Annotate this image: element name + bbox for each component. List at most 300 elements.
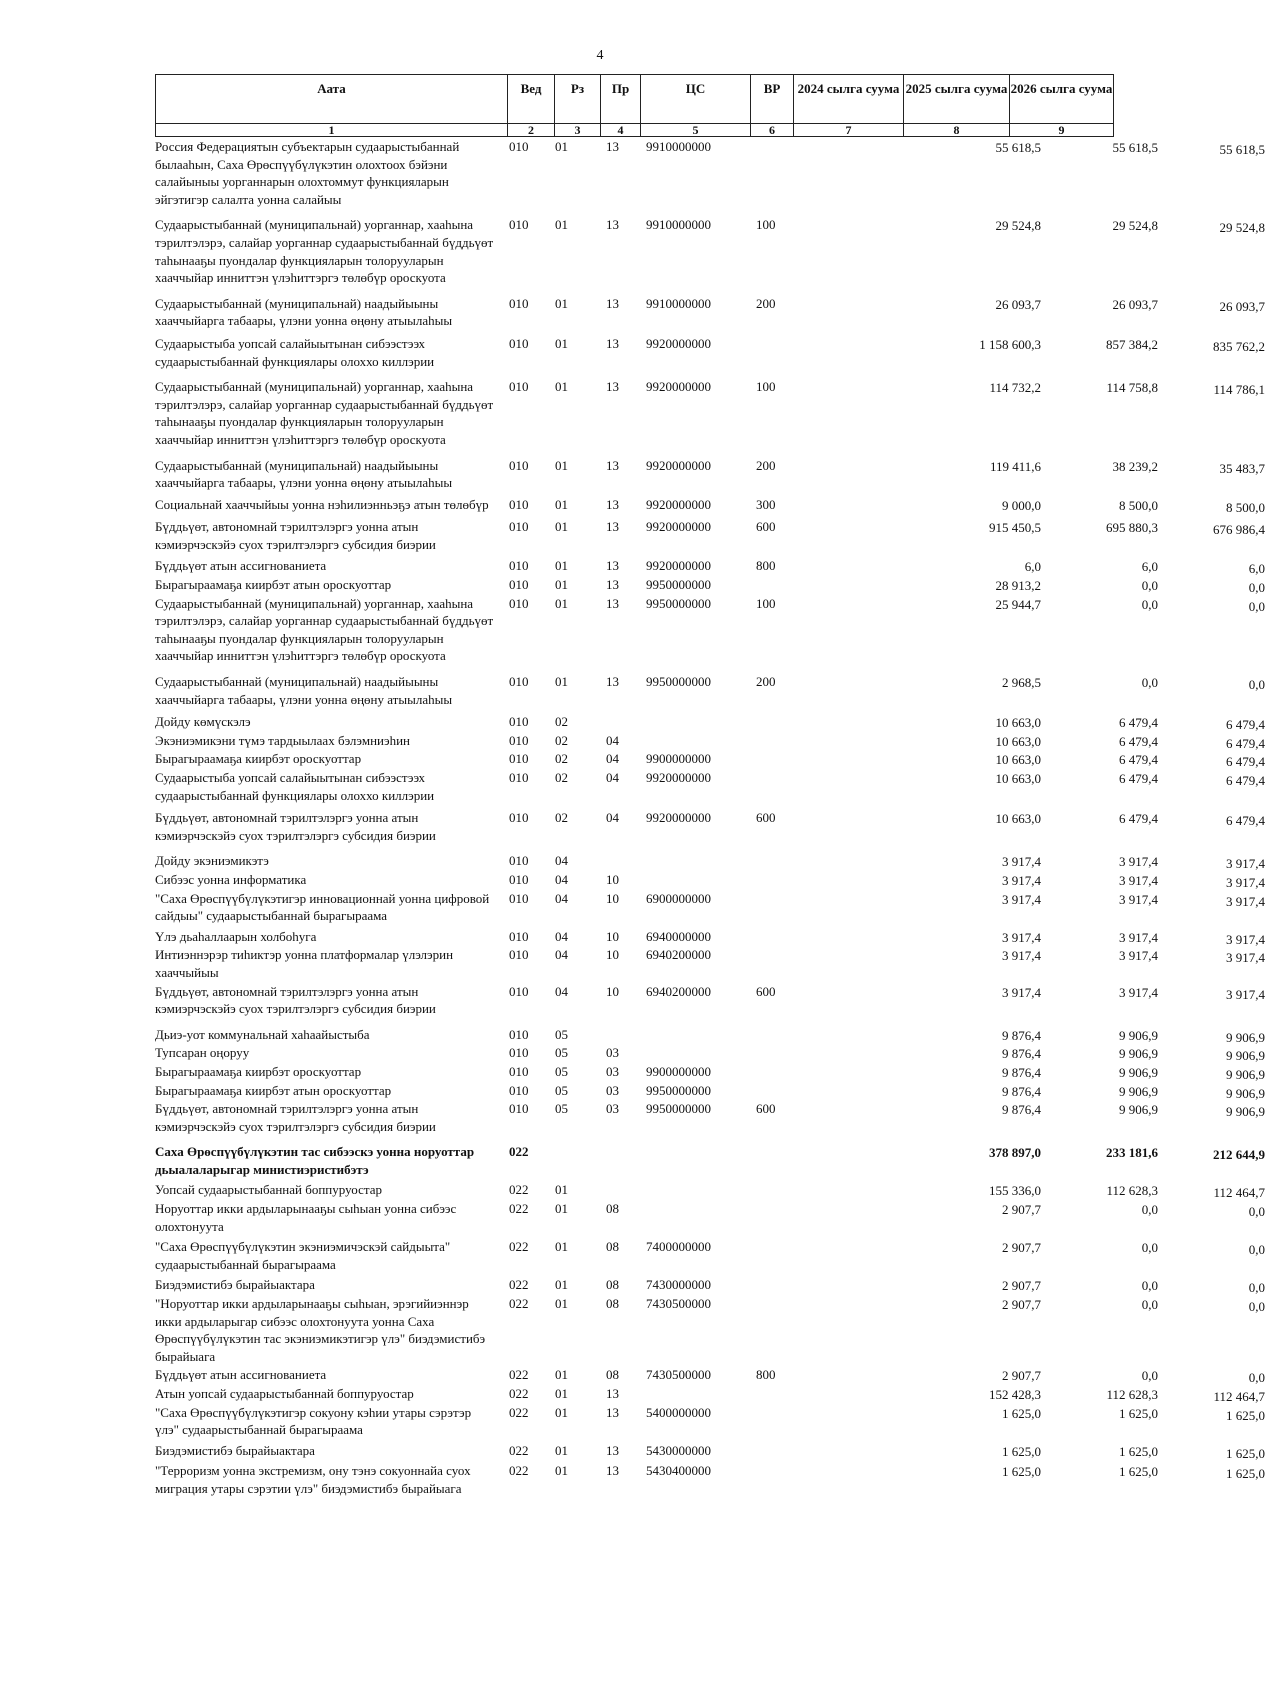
podrazdel-code: 13 (606, 457, 619, 473)
amount-2025: 0,0 (1141, 1240, 1158, 1256)
col-number-6: 6 (751, 124, 794, 137)
vedomstvo-code: 022 (509, 1404, 529, 1420)
amount-2026: 26 093,7 (1219, 298, 1265, 314)
amount-2026: 9 906,9 (1226, 1048, 1265, 1064)
razdel-code: 01 (555, 1463, 568, 1479)
target-article-code: 9900000000 (646, 1063, 711, 1079)
amount-2025: 1 625,0 (1119, 1464, 1158, 1480)
razdel-code: 05 (555, 1045, 568, 1061)
target-article-code: 9910000000 (646, 295, 711, 311)
amount-2025: 6 479,4 (1119, 771, 1158, 786)
razdel-code: 02 (555, 770, 568, 785)
row-name: Уопсай судаарыстыбаннай боппуруостар (155, 1182, 382, 1198)
row-name: Интиэннэрэр тиһиктэр уонна платформалар үлэлэрин хааччыйыы (155, 947, 454, 980)
table-row (155, 576, 1265, 596)
col-number-9: 9 (1010, 124, 1114, 137)
amount-2025: 3 917,4 (1119, 948, 1158, 964)
table-row (155, 518, 1265, 553)
amount-2025: 0,0 (1141, 675, 1158, 691)
amount-2026: 835 762,2 (1213, 338, 1265, 354)
amount-2024: 10 663,0 (995, 733, 1041, 749)
amount-2026: 8 500,0 (1226, 499, 1265, 515)
table-row (155, 1385, 1265, 1404)
expense-type-code: 200 (756, 457, 776, 473)
amount-2025: 233 181,6 (1106, 1145, 1158, 1161)
amount-2025: 0,0 (1141, 1368, 1158, 1384)
amount-2026: 0,0 (1248, 677, 1265, 693)
podrazdel-code: 13 (606, 139, 619, 154)
amount-2025: 3 917,4 (1119, 891, 1158, 907)
amount-2026: 9 906,9 (1226, 1085, 1265, 1101)
amount-2025: 9 906,9 (1119, 1083, 1158, 1099)
amount-2024: 26 093,7 (995, 296, 1041, 312)
razdel-code: 01 (555, 1296, 568, 1312)
podrazdel-code: 08 (606, 1296, 619, 1312)
table-row (155, 809, 1265, 844)
amount-2025: 3 917,4 (1119, 929, 1158, 945)
table-row (155, 1404, 1265, 1439)
vedomstvo-code: 010 (509, 810, 529, 826)
amount-2024: 29 524,8 (995, 218, 1041, 234)
amount-2026: 0,0 (1248, 1242, 1265, 1258)
amount-2024: 9 876,4 (1002, 1064, 1041, 1080)
amount-2025: 26 093,7 (1112, 296, 1158, 312)
col-number-2: 2 (508, 124, 555, 137)
header-numbers-row (156, 124, 1114, 137)
vedomstvo-code: 010 (509, 1082, 529, 1098)
table-row (155, 946, 1265, 981)
amount-2026: 212 644,9 (1213, 1147, 1265, 1163)
podrazdel-code: 04 (606, 770, 619, 785)
podrazdel-code: 03 (606, 1101, 619, 1117)
razdel-code: 04 (555, 890, 568, 906)
razdel-code: 01 (555, 335, 568, 351)
col-number-8: 8 (904, 124, 1010, 137)
table-row (155, 1100, 1265, 1135)
amount-2026: 9 906,9 (1226, 1104, 1265, 1120)
vedomstvo-code: 022 (509, 1463, 529, 1479)
amount-2024: 9 876,4 (1002, 1083, 1041, 1099)
table-row (155, 713, 1265, 733)
amount-2026: 0,0 (1248, 1370, 1265, 1386)
expense-type-code: 600 (756, 983, 776, 999)
expense-type-code: 100 (756, 379, 776, 395)
row-name: Атын уопсай судаарыстыбаннай боппуруостар (155, 1386, 414, 1401)
vedomstvo-code: 022 (509, 1201, 529, 1217)
amount-2026: 3 917,4 (1226, 856, 1265, 872)
expense-type-code: 800 (756, 1367, 776, 1383)
target-article-code: 7430500000 (646, 1296, 711, 1312)
amount-2024: 915 450,5 (989, 520, 1041, 536)
amount-2025: 38 239,2 (1112, 458, 1158, 474)
row-name: Судаарыстыбаннай (муниципальнай) уорганнар, хааһына тэрилтэлэрэ, салайар уорганнар судаарыстыбаннай бүддьүөт таһынааҕы пуондалар функцияларын толорууларын хааччыйар инниттэн үлэһиттэргэ төлөбүр ороскуота (155, 379, 494, 447)
table-row (155, 1462, 1265, 1497)
row-name: Тупсаран оңоруу (155, 1045, 250, 1061)
amount-2025: 9 906,9 (1119, 1102, 1158, 1118)
vedomstvo-code: 022 (509, 1442, 529, 1458)
amount-2026: 9 906,9 (1226, 1066, 1265, 1082)
vedomstvo-code: 010 (509, 714, 529, 730)
podrazdel-code: 10 (606, 890, 619, 906)
budget-table-body (155, 138, 1265, 1499)
expense-type-code: 600 (756, 810, 776, 826)
vedomstvo-code: 010 (509, 947, 529, 963)
row-name: Бүддьүөт, автономнай тэрилтэлэргэ уонна атын кэмиэрчэскэйэ суох тэрилтэлэргэ субсидия биэрии (155, 810, 436, 843)
amount-2024: 155 336,0 (989, 1183, 1041, 1199)
amount-2024: 2 968,5 (1002, 675, 1041, 691)
razdel-code: 01 (555, 519, 568, 535)
razdel-code: 05 (555, 1101, 568, 1117)
expense-type-code: 600 (756, 519, 776, 535)
table-row (155, 769, 1265, 804)
razdel-code: 04 (555, 853, 568, 869)
amount-2024: 378 897,0 (989, 1145, 1041, 1161)
amount-2024: 3 917,4 (1002, 984, 1041, 1000)
razdel-code: 01 (555, 496, 568, 512)
vedomstvo-code: 010 (509, 496, 529, 512)
amount-2026: 1 625,0 (1226, 1407, 1265, 1423)
row-name: Экэниэмикэни түмэ тардыылаах бэлэмниэһин (155, 732, 410, 748)
vedomstvo-code: 010 (509, 674, 529, 690)
target-article-code: 9920000000 (646, 519, 711, 535)
amount-2026: 3 917,4 (1226, 874, 1265, 890)
vedomstvo-code: 022 (509, 1182, 529, 1198)
amount-2024: 3 917,4 (1002, 929, 1041, 945)
vedomstvo-code: 022 (509, 1386, 529, 1401)
podrazdel-code: 13 (606, 295, 619, 311)
razdel-code: 01 (555, 457, 568, 473)
target-article-code: 5430400000 (646, 1463, 711, 1479)
vedomstvo-code: 022 (509, 1367, 529, 1383)
podrazdel-code: 13 (606, 335, 619, 351)
amount-2026: 55 618,5 (1219, 142, 1265, 157)
col-header-ved: Вед (508, 75, 555, 124)
row-name: Бырагыраамаҕа киирбэт ороскуоттар (155, 751, 362, 767)
row-name: Дойду экэниэмикэтэ (155, 853, 269, 869)
podrazdel-code: 03 (606, 1045, 619, 1061)
razdel-code: 02 (555, 751, 568, 767)
vedomstvo-code: 010 (509, 732, 529, 748)
razdel-code: 01 (555, 577, 568, 593)
row-name: Норуоттар икки ардыларынааҕы сыһыан уонна сибээс олохтонуута (155, 1201, 457, 1234)
amount-2025: 695 880,3 (1106, 520, 1158, 536)
target-article-code: 9910000000 (646, 139, 711, 154)
amount-2024: 3 917,4 (1002, 948, 1041, 964)
amount-2024: 9 000,0 (1002, 497, 1041, 513)
row-name: Биэдэмистибэ бырайыактара (155, 1442, 315, 1458)
vedomstvo-code: 010 (509, 1045, 529, 1061)
razdel-code: 04 (555, 928, 568, 944)
vedomstvo-code: 010 (509, 217, 529, 233)
table-row (155, 673, 1265, 708)
row-name: "Норуоттар икки ардыларынааҕы сыһыан, эрэгийиэннэр икки ардыларыгар сибээс олохтонуута уонна Саха Өрөспүүбүлүкэтин тас экэниэмикэтигэр үлэ" биэдэмистибэ бырайыага (155, 1296, 486, 1364)
vedomstvo-code: 010 (509, 871, 529, 887)
expense-type-code: 100 (756, 217, 776, 233)
podrazdel-code: 04 (606, 732, 619, 748)
razdel-code: 01 (555, 1442, 568, 1458)
row-name: "Саха Өрөспүүбүлүкэтигэр инновационнай уонна цифровой сайдыы" судаарыстыбаннай бырагыраама (155, 890, 490, 924)
podrazdel-code: 13 (606, 674, 619, 690)
amount-2026: 112 464,7 (1213, 1389, 1265, 1404)
col-number-7: 7 (794, 124, 904, 137)
page-number: 4 (596, 48, 604, 63)
row-name: Судаарыстыбаннай (муниципальнай) наадыйыыны хааччыйарга табаары, үлэни уонна өңөну атыылаһыы (155, 674, 453, 707)
podrazdel-code: 13 (606, 1386, 619, 1401)
vedomstvo-code: 022 (509, 1239, 529, 1255)
razdel-code: 01 (555, 139, 568, 154)
razdel-code: 01 (555, 1277, 568, 1293)
table-row (155, 983, 1265, 1018)
amount-2024: 1 625,0 (1002, 1464, 1041, 1480)
podrazdel-code: 08 (606, 1367, 619, 1383)
table-row (155, 1143, 1265, 1178)
target-article-code: 9920000000 (646, 496, 711, 512)
col-header-2026: 2026 сылга суума (1010, 75, 1114, 124)
table-row (155, 216, 1265, 286)
col-header-2024: 2024 сылга суума (794, 75, 904, 124)
row-name: Бүддьүөт атын ассигнованиета (155, 1367, 327, 1383)
podrazdel-code: 13 (606, 379, 619, 395)
podrazdel-code: 13 (606, 558, 619, 574)
amount-2024: 114 732,2 (989, 380, 1041, 396)
razdel-code: 01 (555, 595, 568, 611)
row-name: Бырагыраамаҕа киирбэт атын ороскуоттар (155, 577, 392, 593)
row-name: Судаарыстыба уопсай салайыытынан сибээстээх судаарыстыбаннай функциялары олоххо киллэрии (155, 335, 435, 369)
razdel-code: 02 (555, 810, 568, 826)
razdel-code: 01 (555, 1239, 568, 1255)
amount-2024: 2 907,7 (1002, 1202, 1041, 1218)
podrazdel-code: 13 (606, 217, 619, 233)
amount-2024: 9 876,4 (1002, 1046, 1041, 1062)
amount-2024: 1 625,0 (1002, 1405, 1041, 1421)
amount-2026: 6 479,4 (1226, 813, 1265, 829)
razdel-code: 01 (555, 1201, 568, 1217)
expense-type-code: 100 (756, 595, 776, 611)
table-row (155, 750, 1265, 770)
table-row (155, 557, 1265, 577)
table-row (155, 1181, 1265, 1201)
target-article-code: 9920000000 (646, 770, 711, 785)
podrazdel-code: 03 (606, 1063, 619, 1079)
col-header-vr: ВР (751, 75, 794, 124)
amount-2025: 3 917,4 (1119, 854, 1158, 870)
vedomstvo-code: 022 (509, 1144, 529, 1160)
col-header-rz: Рз (555, 75, 601, 124)
razdel-code: 04 (555, 947, 568, 963)
amount-2026: 0,0 (1248, 1299, 1265, 1315)
target-article-code: 6940000000 (646, 928, 711, 944)
amount-2024: 55 618,5 (995, 140, 1041, 155)
amount-2026: 6 479,4 (1226, 754, 1265, 770)
amount-2024: 152 428,3 (989, 1387, 1041, 1402)
target-article-code: 9950000000 (646, 1101, 711, 1117)
amount-2024: 1 158 600,3 (979, 336, 1041, 352)
vedomstvo-code: 010 (509, 1063, 529, 1079)
amount-2025: 3 917,4 (1119, 872, 1158, 888)
amount-2024: 28 913,2 (995, 578, 1041, 594)
vedomstvo-code: 010 (509, 770, 529, 785)
row-name: "Терроризм уонна экстремизм, ону тэнэ сокуоннайа суох миграция утары сэрэтии үлэ" биэдэмистибэ бырайыага (155, 1463, 471, 1496)
amount-2025: 0,0 (1141, 578, 1158, 594)
razdel-code: 04 (555, 983, 568, 999)
vedomstvo-code: 010 (509, 335, 529, 351)
razdel-code: 01 (555, 295, 568, 311)
podrazdel-code: 13 (606, 1442, 619, 1458)
row-name: Судаарыстыбаннай (муниципальнай) наадыйыыны хааччыйарга табаары, үлэни уонна өңөну атыылаһыы (155, 457, 453, 491)
row-name: Бүддьүөт, автономнай тэрилтэлэргэ уонна атын кэмиэрчэскэйэ суох тэрилтэлэргэ субсидия биэрии (155, 1101, 436, 1134)
razdel-code: 01 (555, 379, 568, 395)
target-article-code: 9920000000 (646, 810, 711, 826)
razdel-code: 01 (555, 217, 568, 233)
table-row (155, 890, 1265, 925)
amount-2026: 3 917,4 (1226, 950, 1265, 966)
table-row (155, 1200, 1265, 1235)
row-name: Үлэ дьаһаллаарын холбоһуга (155, 928, 317, 944)
podrazdel-code: 10 (606, 871, 619, 887)
amount-2025: 6,0 (1141, 559, 1158, 575)
vedomstvo-code: 010 (509, 457, 529, 473)
podrazdel-code: 10 (606, 928, 619, 944)
col-header-pr: Пр (601, 75, 641, 124)
amount-2024: 2 907,7 (1002, 1297, 1041, 1313)
amount-2026: 0,0 (1248, 1280, 1265, 1296)
amount-2026: 0,0 (1248, 598, 1265, 614)
amount-2025: 6 479,4 (1119, 733, 1158, 749)
col-header-name: Аата (156, 75, 508, 124)
amount-2026: 0,0 (1248, 580, 1265, 596)
vedomstvo-code: 022 (509, 1277, 529, 1293)
amount-2024: 10 663,0 (995, 715, 1041, 731)
amount-2026: 676 986,4 (1213, 522, 1265, 538)
row-name: "Саха Өрөспүүбүлүкэтигэр сокуону кэһии утары сэрэтэр үлэ" судаарыстыбаннай бырагыраама (155, 1404, 472, 1438)
razdel-code: 01 (555, 1386, 568, 1401)
amount-2025: 9 906,9 (1119, 1064, 1158, 1080)
podrazdel-code: 13 (606, 595, 619, 611)
target-article-code: 5430000000 (646, 1442, 711, 1458)
col-number-1: 1 (156, 124, 508, 137)
target-article-code: 5400000000 (646, 1404, 711, 1420)
razdel-code: 04 (555, 871, 568, 887)
amount-2025: 112 628,3 (1106, 1183, 1158, 1199)
table-row (155, 457, 1265, 492)
amount-2025: 0,0 (1141, 596, 1158, 612)
amount-2024: 10 663,0 (995, 771, 1041, 786)
table-row (155, 138, 1265, 208)
target-article-code: 9950000000 (646, 595, 711, 611)
target-article-code: 7430500000 (646, 1367, 711, 1383)
podrazdel-code: 13 (606, 1404, 619, 1420)
vedomstvo-code: 022 (509, 1296, 529, 1312)
vedomstvo-code: 010 (509, 983, 529, 999)
vedomstvo-code: 010 (509, 595, 529, 611)
table-row (155, 1063, 1265, 1082)
table-row (155, 1026, 1265, 1045)
row-name: Судаарыстыбаннай (муниципальнай) наадыйыыны хааччыйарга табаары, үлэни уонна өңөну атыылаһыы (155, 295, 453, 329)
amount-2026: 1 625,0 (1226, 1445, 1265, 1461)
row-name: Бүддьүөт, автономнай тэрилтэлэргэ уонна атын кэмиэрчэскэйэ суох тэрилтэлэргэ субсидия биэрии (155, 519, 436, 552)
amount-2025: 9 906,9 (1119, 1046, 1158, 1062)
razdel-code: 05 (555, 1063, 568, 1079)
col-number-5: 5 (641, 124, 751, 137)
amount-2024: 2 907,7 (1002, 1278, 1041, 1294)
table-row (155, 1238, 1265, 1273)
amount-2026: 6 479,4 (1226, 717, 1265, 733)
amount-2026: 114 786,1 (1213, 382, 1265, 398)
amount-2025: 114 758,8 (1106, 380, 1158, 396)
target-article-code: 6900000000 (646, 890, 711, 906)
razdel-code: 01 (555, 558, 568, 574)
target-article-code: 9950000000 (646, 674, 711, 690)
table-row (155, 1295, 1265, 1365)
amount-2024: 119 411,6 (989, 458, 1041, 474)
amount-2025: 0,0 (1141, 1278, 1158, 1294)
vedomstvo-code: 010 (509, 751, 529, 767)
row-name: "Саха Өрөспүүбүлүкэтин экэниэмичэскэй сайдыыта" судаарыстыбаннай бырагыраама (155, 1239, 451, 1272)
table-row (155, 1082, 1265, 1101)
razdel-code: 01 (555, 674, 568, 690)
razdel-code: 01 (555, 1404, 568, 1420)
amount-2026: 112 464,7 (1213, 1185, 1265, 1201)
row-name: Судаарыстыбаннай (муниципальнай) уорганнар, хааһына тэрилтэлэрэ, салайар уорганнар судаарыстыбаннай бүддьүөт таһынааҕы пуондалар функцияларын толорууларын хааччыйар инниттэн үлэһиттэргэ төлөбүр ороскуота (155, 595, 494, 664)
amount-2025: 6 479,4 (1119, 752, 1158, 768)
amount-2024: 10 663,0 (995, 752, 1041, 768)
target-article-code: 7400000000 (646, 1239, 711, 1255)
vedomstvo-code: 010 (509, 558, 529, 574)
row-name: Бырагыраамаҕа киирбэт ороскуоттар (155, 1063, 362, 1079)
header-names-row (156, 75, 1114, 124)
amount-2026: 29 524,8 (1219, 220, 1265, 236)
podrazdel-code: 10 (606, 947, 619, 963)
target-article-code: 6940200000 (646, 983, 711, 999)
expense-type-code: 200 (756, 674, 776, 690)
amount-2024: 9 876,4 (1002, 1027, 1041, 1043)
razdel-code: 01 (555, 1367, 568, 1383)
expense-type-code: 800 (756, 558, 776, 574)
row-name: Биэдэмистибэ бырайыактара (155, 1277, 315, 1293)
amount-2024: 9 876,4 (1002, 1102, 1041, 1118)
razdel-code: 01 (555, 1182, 568, 1198)
amount-2025: 9 906,9 (1119, 1027, 1158, 1043)
podrazdel-code: 08 (606, 1239, 619, 1255)
vedomstvo-code: 010 (509, 1101, 529, 1117)
amount-2024: 3 917,4 (1002, 872, 1041, 888)
expense-type-code: 600 (756, 1101, 776, 1117)
col-number-4: 4 (601, 124, 641, 137)
row-name: Саха Өрөспүүбүлүкэтин тас сибээскэ уонна норуоттар дьыалаларыгар министиэристибэтэ (155, 1144, 475, 1177)
razdel-code: 05 (555, 1026, 568, 1042)
amount-2025: 29 524,8 (1112, 218, 1158, 234)
row-name: Социальнай хааччыйыы уонна нэһилиэнньэҕэ атын төлөбүр (155, 496, 489, 512)
expense-type-code: 200 (756, 295, 776, 311)
razdel-code: 05 (555, 1082, 568, 1098)
amount-2024: 6,0 (1024, 559, 1041, 575)
col-header-cs: ЦС (641, 75, 751, 124)
amount-2026: 3 917,4 (1226, 986, 1265, 1002)
amount-2026: 3 917,4 (1226, 931, 1265, 947)
row-name: Россия Федерациятын субъектарын судаарыстыбаннай былааһын, Саха Өрөспүүбүлүкэтин олохтоох бэйэни салайыныы уорганнарын олохтоммут функцияларын эйгэтигэр салалта уонна салайыы (155, 139, 460, 207)
amount-2025: 3 917,4 (1119, 984, 1158, 1000)
amount-2024: 1 625,0 (1002, 1443, 1041, 1459)
amount-2025: 0,0 (1141, 1297, 1158, 1313)
table-row (155, 1366, 1265, 1386)
podrazdel-code: 13 (606, 577, 619, 593)
podrazdel-code: 03 (606, 1082, 619, 1098)
vedomstvo-code: 010 (509, 1026, 529, 1042)
amount-2025: 6 479,4 (1119, 715, 1158, 731)
vedomstvo-code: 010 (509, 139, 529, 154)
target-article-code: 9950000000 (646, 577, 711, 593)
row-name: Сибээс уонна информатика (155, 871, 307, 887)
